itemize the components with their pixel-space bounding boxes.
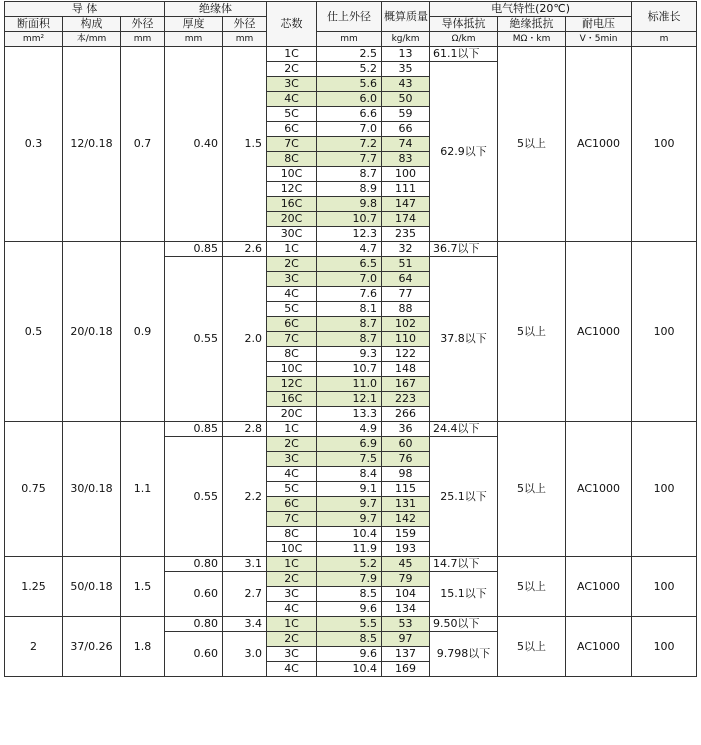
- cell-finished-od: 5.2: [317, 557, 382, 572]
- cell-mass: 74: [382, 137, 430, 152]
- cell-mass: 36: [382, 422, 430, 437]
- cell-mass: 53: [382, 617, 430, 632]
- cell-ins-resistance: 5以上: [498, 47, 566, 242]
- cell-finished-od: 7.6: [317, 287, 382, 302]
- cell-finished-od: 12.1: [317, 392, 382, 407]
- cell-cores: 5C: [267, 107, 317, 122]
- unit-length: m: [632, 32, 697, 47]
- table-row: [5, 617, 697, 632]
- cell-ins-resistance: 5以上: [498, 422, 566, 557]
- cell-cores: 7C: [267, 512, 317, 527]
- unit-od: mm: [121, 32, 165, 47]
- cell-mass: 13: [382, 47, 430, 62]
- cell-cores: 1C: [267, 242, 317, 257]
- cell-mass: 169: [382, 662, 430, 677]
- cell-finished-od: 8.9: [317, 182, 382, 197]
- cell-finished-od: 8.7: [317, 332, 382, 347]
- cell-finished-od: 4.7: [317, 242, 382, 257]
- cell-construction: 30/0.18: [63, 422, 121, 557]
- cell-mass: 167: [382, 377, 430, 392]
- unit-ins-res: MΩ・km: [498, 32, 566, 47]
- cell-cores: 3C: [267, 77, 317, 92]
- cell-finished-od: 6.9: [317, 437, 382, 452]
- cell-standard-length: 100: [632, 47, 697, 242]
- cell-finished-od: 8.7: [317, 167, 382, 182]
- cell-cores: 10C: [267, 362, 317, 377]
- cell-mass: 88: [382, 302, 430, 317]
- cell-finished-od: 8.1: [317, 302, 382, 317]
- cell-cond-resistance: 15.1以下: [430, 572, 498, 617]
- cell-conductor-od: 1.1: [121, 422, 165, 557]
- cell-finished-od: 7.5: [317, 452, 382, 467]
- standard-length-header: 标准长: [632, 2, 697, 32]
- cell-ins-resistance: 5以上: [498, 557, 566, 617]
- cell-withstand: AC1000: [566, 617, 632, 677]
- construction-header: 构成: [63, 17, 121, 32]
- unit-withstand: V・5min: [566, 32, 632, 47]
- cell-cond-resistance: 24.4以下: [430, 422, 498, 437]
- ins-od-header: 外径: [223, 17, 267, 32]
- cell-area: 0.5: [5, 242, 63, 422]
- cell-area: 1.25: [5, 557, 63, 617]
- cell-finished-od: 6.5: [317, 257, 382, 272]
- cell-cond-resistance: 37.8以下: [430, 257, 498, 422]
- cell-cores: 6C: [267, 497, 317, 512]
- cell-ins-od: 2.8: [223, 422, 267, 437]
- cell-conductor-od: 0.9: [121, 242, 165, 422]
- cell-finished-od: 5.2: [317, 62, 382, 77]
- cable-spec-table: [4, 1, 697, 677]
- cell-mass: 35: [382, 62, 430, 77]
- cell-withstand: AC1000: [566, 242, 632, 422]
- unit-mass: kg/km: [382, 32, 430, 47]
- cell-cores: 1C: [267, 617, 317, 632]
- cell-construction: 20/0.18: [63, 242, 121, 422]
- cell-cores: 12C: [267, 182, 317, 197]
- cell-area: 0.75: [5, 422, 63, 557]
- cell-cores: 3C: [267, 587, 317, 602]
- cell-mass: 43: [382, 77, 430, 92]
- cell-conductor-od: 1.5: [121, 557, 165, 617]
- cell-cond-resistance: 61.1以下: [430, 47, 498, 62]
- cell-conductor-od: 0.7: [121, 47, 165, 242]
- insulation-header: 绝缘体: [165, 2, 267, 17]
- cell-cores: 4C: [267, 92, 317, 107]
- unit-cond-res: Ω/km: [430, 32, 498, 47]
- cell-cores: 2C: [267, 62, 317, 77]
- cell-cores: 4C: [267, 467, 317, 482]
- cell-mass: 131: [382, 497, 430, 512]
- table-body: [5, 47, 697, 677]
- cell-ins-od: 2.2: [223, 437, 267, 557]
- cell-cores: 6C: [267, 317, 317, 332]
- table-row: [5, 422, 697, 437]
- cell-finished-od: 12.3: [317, 227, 382, 242]
- cell-finished-od: 9.7: [317, 512, 382, 527]
- cell-finished-od: 11.9: [317, 542, 382, 557]
- cell-cores: 20C: [267, 407, 317, 422]
- cell-cores: 1C: [267, 422, 317, 437]
- unit-area: mm²: [5, 32, 63, 47]
- cell-ins-od: 3.4: [223, 617, 267, 632]
- cell-mass: 122: [382, 347, 430, 362]
- electrical-header: 电气特性(20℃): [430, 2, 632, 17]
- cell-cond-resistance: 25.1以下: [430, 437, 498, 557]
- cell-withstand: AC1000: [566, 557, 632, 617]
- cell-cores: 7C: [267, 332, 317, 347]
- cell-mass: 193: [382, 542, 430, 557]
- cell-mass: 137: [382, 647, 430, 662]
- cell-finished-od: 10.4: [317, 527, 382, 542]
- cell-cores: 4C: [267, 662, 317, 677]
- cell-cond-resistance: 36.7以下: [430, 242, 498, 257]
- cell-mass: 77: [382, 287, 430, 302]
- cell-mass: 110: [382, 332, 430, 347]
- cell-cores: 1C: [267, 557, 317, 572]
- cell-cores: 1C: [267, 47, 317, 62]
- cell-cores: 4C: [267, 602, 317, 617]
- cell-cond-resistance: 9.798以下: [430, 632, 498, 677]
- unit-thickness: mm: [165, 32, 223, 47]
- cell-finished-od: 9.3: [317, 347, 382, 362]
- cell-mass: 223: [382, 392, 430, 407]
- cell-finished-od: 11.0: [317, 377, 382, 392]
- cell-ins-thickness: 0.40: [165, 47, 223, 242]
- cell-ins-thickness: 0.80: [165, 557, 223, 572]
- cell-mass: 159: [382, 527, 430, 542]
- approx-mass-header: 概算质量: [382, 2, 430, 32]
- cell-cores: 12C: [267, 377, 317, 392]
- cell-ins-thickness: 0.55: [165, 257, 223, 422]
- unit-finished-od: mm: [317, 32, 382, 47]
- conductor-header: 导 体: [5, 2, 165, 17]
- cell-finished-od: 8.4: [317, 467, 382, 482]
- cell-mass: 100: [382, 167, 430, 182]
- cell-finished-od: 4.9: [317, 422, 382, 437]
- finished-od-header: 仕上外径: [317, 2, 382, 32]
- cell-mass: 83: [382, 152, 430, 167]
- cell-cores: 3C: [267, 647, 317, 662]
- cell-ins-thickness: 0.60: [165, 572, 223, 617]
- cell-finished-od: 8.7: [317, 317, 382, 332]
- cell-ins-thickness: 0.85: [165, 242, 223, 257]
- cell-finished-od: 9.7: [317, 497, 382, 512]
- cell-finished-od: 10.7: [317, 212, 382, 227]
- cell-cores: 8C: [267, 347, 317, 362]
- cell-finished-od: 6.6: [317, 107, 382, 122]
- cell-cores: 5C: [267, 482, 317, 497]
- cell-mass: 134: [382, 602, 430, 617]
- table-header: [5, 2, 697, 47]
- withstand-header: 耐电压: [566, 17, 632, 32]
- cell-mass: 148: [382, 362, 430, 377]
- cell-mass: 102: [382, 317, 430, 332]
- cell-cores: 4C: [267, 287, 317, 302]
- cell-ins-resistance: 5以上: [498, 242, 566, 422]
- cell-finished-od: 7.9: [317, 572, 382, 587]
- cell-ins-resistance: 5以上: [498, 617, 566, 677]
- cell-mass: 50: [382, 92, 430, 107]
- cell-finished-od: 13.3: [317, 407, 382, 422]
- cell-cores: 2C: [267, 572, 317, 587]
- cell-ins-thickness: 0.80: [165, 617, 223, 632]
- cell-finished-od: 7.7: [317, 152, 382, 167]
- cell-finished-od: 7.0: [317, 122, 382, 137]
- cell-mass: 59: [382, 107, 430, 122]
- cell-mass: 97: [382, 632, 430, 647]
- cell-construction: 12/0.18: [63, 47, 121, 242]
- cores-header: 芯数: [267, 2, 317, 47]
- cell-cores: 5C: [267, 302, 317, 317]
- cell-finished-od: 7.0: [317, 272, 382, 287]
- area-header: 断面积: [5, 17, 63, 32]
- cell-finished-od: 10.7: [317, 362, 382, 377]
- cell-mass: 266: [382, 407, 430, 422]
- cell-ins-od: 2.0: [223, 257, 267, 422]
- cell-finished-od: 9.1: [317, 482, 382, 497]
- cell-finished-od: 8.5: [317, 632, 382, 647]
- table-row: [5, 47, 697, 62]
- cell-mass: 66: [382, 122, 430, 137]
- cell-cores: 2C: [267, 632, 317, 647]
- cell-mass: 235: [382, 227, 430, 242]
- cell-standard-length: 100: [632, 242, 697, 422]
- cell-ins-thickness: 0.85: [165, 422, 223, 437]
- cell-finished-od: 5.5: [317, 617, 382, 632]
- cell-cond-resistance: 14.7以下: [430, 557, 498, 572]
- cell-cores: 2C: [267, 437, 317, 452]
- cell-construction: 37/0.26: [63, 617, 121, 677]
- cell-cores: 8C: [267, 152, 317, 167]
- cell-standard-length: 100: [632, 422, 697, 557]
- cell-cores: 20C: [267, 212, 317, 227]
- cell-standard-length: 100: [632, 557, 697, 617]
- cell-finished-od: 2.5: [317, 47, 382, 62]
- cell-mass: 51: [382, 257, 430, 272]
- cell-cores: 16C: [267, 197, 317, 212]
- cell-cores: 3C: [267, 272, 317, 287]
- cell-withstand: AC1000: [566, 47, 632, 242]
- cell-standard-length: 100: [632, 617, 697, 677]
- cell-cores: 2C: [267, 257, 317, 272]
- cell-finished-od: 9.6: [317, 647, 382, 662]
- cell-mass: 60: [382, 437, 430, 452]
- cell-ins-od: 2.7: [223, 572, 267, 617]
- cell-cores: 3C: [267, 452, 317, 467]
- cell-finished-od: 5.6: [317, 77, 382, 92]
- cell-mass: 174: [382, 212, 430, 227]
- cell-cores: 16C: [267, 392, 317, 407]
- cell-mass: 142: [382, 512, 430, 527]
- cell-conductor-od: 1.8: [121, 617, 165, 677]
- cell-withstand: AC1000: [566, 422, 632, 557]
- cell-construction: 50/0.18: [63, 557, 121, 617]
- cell-finished-od: 9.8: [317, 197, 382, 212]
- cell-mass: 147: [382, 197, 430, 212]
- cell-ins-thickness: 0.55: [165, 437, 223, 557]
- cell-cores: 8C: [267, 527, 317, 542]
- cell-cores: 7C: [267, 137, 317, 152]
- cell-area: 2: [5, 617, 63, 677]
- unit-construction: 本/mm: [63, 32, 121, 47]
- od-header: 外径: [121, 17, 165, 32]
- unit-ins-od: mm: [223, 32, 267, 47]
- cell-cond-resistance: 62.9以下: [430, 62, 498, 242]
- table-row: [5, 242, 697, 257]
- cell-mass: 115: [382, 482, 430, 497]
- cell-area: 0.3: [5, 47, 63, 242]
- cell-mass: 64: [382, 272, 430, 287]
- cell-finished-od: 7.2: [317, 137, 382, 152]
- cell-finished-od: 9.6: [317, 602, 382, 617]
- cell-ins-od: 3.0: [223, 632, 267, 677]
- cell-mass: 98: [382, 467, 430, 482]
- cell-finished-od: 8.5: [317, 587, 382, 602]
- cell-finished-od: 6.0: [317, 92, 382, 107]
- cell-cores: 10C: [267, 167, 317, 182]
- cell-mass: 76: [382, 452, 430, 467]
- cell-cond-resistance: 9.50以下: [430, 617, 498, 632]
- cell-finished-od: 10.4: [317, 662, 382, 677]
- ins-resistance-header: 絶缘抵抗: [498, 17, 566, 32]
- cell-mass: 111: [382, 182, 430, 197]
- cond-resistance-header: 导体抵抗: [430, 17, 498, 32]
- thickness-header: 厚度: [165, 17, 223, 32]
- cell-mass: 104: [382, 587, 430, 602]
- table-row: [5, 557, 697, 572]
- cell-mass: 45: [382, 557, 430, 572]
- cell-ins-thickness: 0.60: [165, 632, 223, 677]
- cell-ins-od: 3.1: [223, 557, 267, 572]
- cell-ins-od: 2.6: [223, 242, 267, 257]
- cell-ins-od: 1.5: [223, 47, 267, 242]
- cell-cores: 10C: [267, 542, 317, 557]
- cell-mass: 32: [382, 242, 430, 257]
- cell-cores: 30C: [267, 227, 317, 242]
- cell-cores: 6C: [267, 122, 317, 137]
- cell-mass: 79: [382, 572, 430, 587]
